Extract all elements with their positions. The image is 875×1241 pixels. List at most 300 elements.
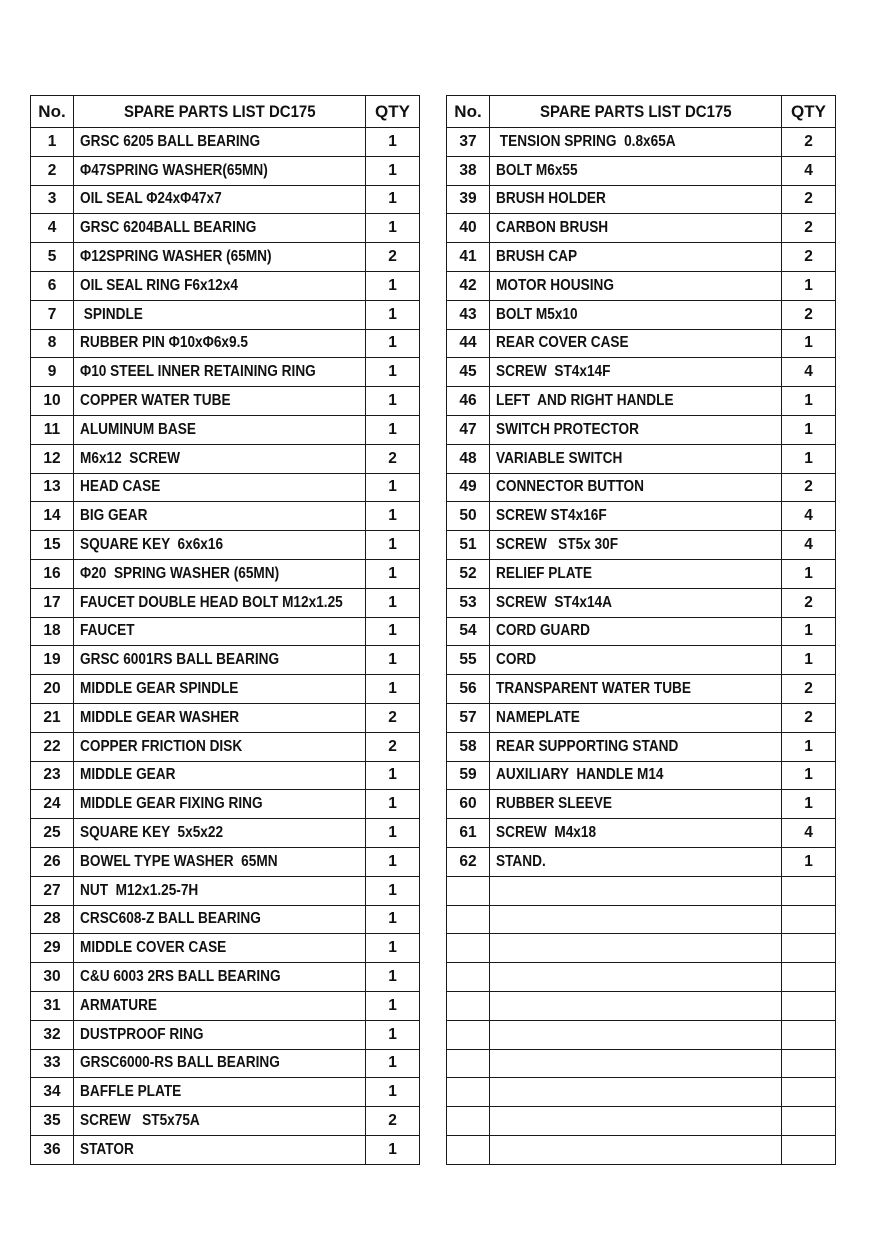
part-name: BOWEL TYPE WASHER 65MN: [80, 852, 278, 870]
part-name-cell: [490, 819, 782, 848]
part-quantity: 4: [782, 819, 836, 848]
table-row: [31, 1135, 420, 1164]
table-row: [31, 617, 420, 646]
part-name-cell: [74, 185, 366, 214]
table-row: [31, 243, 420, 272]
part-quantity: 1: [366, 300, 420, 329]
part-name: SCREW ST5x75A: [80, 1111, 200, 1129]
part-name: OIL SEAL Φ24xΦ47x7: [80, 190, 222, 208]
part-name-cell: [490, 300, 782, 329]
table-row: [31, 387, 420, 416]
spare-parts-table-right: [446, 95, 836, 1165]
table-row: [447, 1107, 836, 1136]
part-name: BAFFLE PLATE: [80, 1083, 182, 1101]
part-name-cell: [490, 271, 782, 300]
table-row: [447, 358, 836, 387]
part-quantity: 1: [366, 271, 420, 300]
part-name: SQUARE KEY 5x5x22: [80, 824, 224, 842]
table-row: [31, 876, 420, 905]
table-row: [447, 415, 836, 444]
part-quantity: 1: [366, 819, 420, 848]
part-name: OIL SEAL RING F6x12x4: [80, 276, 238, 294]
table-row: [31, 761, 420, 790]
table-row: [447, 156, 836, 185]
part-number: 26: [31, 847, 74, 876]
table-row: [31, 732, 420, 761]
part-name: GRSC 6204BALL BEARING: [80, 219, 257, 237]
part-number: 59: [447, 761, 490, 790]
table-row: [447, 617, 836, 646]
part-name: RUBBER PIN Φ10xΦ6x9.5: [80, 334, 248, 352]
table-row: [31, 1078, 420, 1107]
part-name: M6x12 SCREW: [80, 449, 181, 467]
part-quantity: 1: [366, 559, 420, 588]
part-number: 3: [31, 185, 74, 214]
table-row: [447, 214, 836, 243]
part-name-cell: [490, 387, 782, 416]
table-row: [447, 1078, 836, 1107]
header-no: No.: [31, 96, 74, 128]
part-name-cell: [490, 358, 782, 387]
part-number: 49: [447, 473, 490, 502]
table-row: [447, 819, 836, 848]
part-quantity: 1: [782, 271, 836, 300]
table-body-right: [447, 128, 836, 1165]
part-name-cell: [490, 617, 782, 646]
part-name-cell: [490, 156, 782, 185]
part-name: GRSC 6001RS BALL BEARING: [80, 651, 280, 669]
part-name: AUXILIARY HANDLE M14: [496, 766, 664, 784]
part-number: 7: [31, 300, 74, 329]
table-row: [31, 358, 420, 387]
part-quantity: [782, 876, 836, 905]
part-name-cell: [74, 934, 366, 963]
part-name-cell: [490, 761, 782, 790]
part-name-cell: [74, 1107, 366, 1136]
part-number: 15: [31, 531, 74, 560]
part-name: MIDDLE GEAR FIXING RING: [80, 795, 263, 813]
table-row: [31, 271, 420, 300]
part-quantity: 1: [366, 934, 420, 963]
part-name-cell: [74, 847, 366, 876]
table-row: [447, 588, 836, 617]
part-quantity: 1: [366, 502, 420, 531]
part-number: 18: [31, 617, 74, 646]
part-name: Φ12SPRING WASHER (65MN): [80, 248, 272, 266]
part-number: 28: [31, 905, 74, 934]
table-row: [31, 415, 420, 444]
part-quantity: 4: [782, 531, 836, 560]
part-quantity: 1: [366, 617, 420, 646]
table-row: [447, 329, 836, 358]
part-quantity: 1: [782, 732, 836, 761]
part-name-cell: [74, 473, 366, 502]
table-row: [31, 963, 420, 992]
part-name: GRSC 6205 BALL BEARING: [80, 132, 261, 150]
part-number: 40: [447, 214, 490, 243]
part-name: Φ10 STEEL INNER RETAINING RING: [80, 363, 316, 381]
table-row: [447, 473, 836, 502]
table-row: [31, 444, 420, 473]
part-quantity: 1: [366, 1078, 420, 1107]
part-name-cell: [490, 559, 782, 588]
part-number: [447, 991, 490, 1020]
part-number: [447, 1107, 490, 1136]
part-name-cell: [74, 761, 366, 790]
part-name-cell: [74, 300, 366, 329]
part-quantity: 2: [782, 473, 836, 502]
part-quantity: 1: [366, 991, 420, 1020]
part-name: ARMATURE: [80, 996, 158, 1014]
part-name: BIG GEAR: [80, 507, 148, 525]
part-number: 12: [31, 444, 74, 473]
part-quantity: 1: [366, 415, 420, 444]
table-body-left: [31, 128, 420, 1165]
part-name-cell: [490, 732, 782, 761]
part-name-cell: [490, 444, 782, 473]
part-name-cell: [490, 1078, 782, 1107]
part-name: LEFT AND RIGHT HANDLE: [496, 392, 674, 410]
header-qty: QTY: [366, 96, 420, 128]
part-number: 38: [447, 156, 490, 185]
part-number: 37: [447, 128, 490, 157]
table-row: [31, 473, 420, 502]
part-name-cell: [74, 271, 366, 300]
part-name-cell: [74, 387, 366, 416]
part-name-cell: [490, 675, 782, 704]
part-quantity: 1: [366, 876, 420, 905]
part-name-cell: [74, 214, 366, 243]
part-number: 62: [447, 847, 490, 876]
part-quantity: 1: [782, 617, 836, 646]
part-name: TENSION SPRING 0.8x65A: [496, 132, 676, 150]
table-row: [447, 703, 836, 732]
part-number: 19: [31, 646, 74, 675]
table-row: [447, 1049, 836, 1078]
table-row: [31, 588, 420, 617]
part-name: CRSC608-Z BALL BEARING: [80, 910, 261, 928]
part-name-cell: [74, 444, 366, 473]
part-name-cell: [74, 732, 366, 761]
part-number: 57: [447, 703, 490, 732]
table-row: [447, 790, 836, 819]
table-row: [31, 531, 420, 560]
part-name: STATOR: [80, 1140, 134, 1158]
part-name: SCREW ST4x16F: [496, 507, 607, 525]
part-quantity: 2: [366, 732, 420, 761]
table-row: [447, 991, 836, 1020]
part-number: 44: [447, 329, 490, 358]
part-name-cell: [74, 646, 366, 675]
part-number: 60: [447, 790, 490, 819]
part-quantity: 2: [782, 185, 836, 214]
table-row: [31, 185, 420, 214]
table-row: [31, 502, 420, 531]
part-name: SCREW ST5x 30F: [496, 536, 619, 554]
part-quantity: 1: [366, 128, 420, 157]
table-row: [447, 761, 836, 790]
part-number: 35: [31, 1107, 74, 1136]
part-name: BRUSH HOLDER: [496, 190, 606, 208]
part-name-cell: [490, 905, 782, 934]
part-name: BRUSH CAP: [496, 248, 578, 266]
part-number: 45: [447, 358, 490, 387]
table-row: [31, 300, 420, 329]
part-name-cell: [74, 502, 366, 531]
part-name-cell: [490, 876, 782, 905]
part-name-cell: [74, 703, 366, 732]
part-number: 30: [31, 963, 74, 992]
part-number: 41: [447, 243, 490, 272]
part-name: SPINDLE: [80, 305, 143, 323]
part-quantity: [782, 1020, 836, 1049]
part-name: FAUCET DOUBLE HEAD BOLT M12x1.25: [80, 593, 343, 611]
part-quantity: 1: [782, 847, 836, 876]
header-title-text: SPARE PARTS LIST DC175: [539, 101, 732, 121]
part-name-cell: [490, 847, 782, 876]
header-qty: QTY: [782, 96, 836, 128]
part-name: CONNECTOR BUTTON: [496, 478, 645, 496]
part-quantity: 2: [782, 675, 836, 704]
part-name-cell: [74, 675, 366, 704]
part-quantity: 1: [366, 1020, 420, 1049]
part-name: MIDDLE COVER CASE: [80, 939, 227, 957]
header-no: No.: [447, 96, 490, 128]
part-name: RELIEF PLATE: [496, 564, 592, 582]
part-quantity: [782, 1049, 836, 1078]
part-name-cell: [74, 790, 366, 819]
table-row: [31, 703, 420, 732]
part-number: 23: [31, 761, 74, 790]
part-name-cell: [74, 1020, 366, 1049]
part-quantity: 2: [366, 243, 420, 272]
part-number: 47: [447, 415, 490, 444]
part-quantity: 1: [366, 1135, 420, 1164]
part-name-cell: [74, 243, 366, 272]
part-number: 58: [447, 732, 490, 761]
part-name-cell: [490, 531, 782, 560]
table-row: [447, 905, 836, 934]
part-name-cell: [74, 617, 366, 646]
table-row: [31, 214, 420, 243]
part-number: [447, 934, 490, 963]
part-name-cell: [490, 502, 782, 531]
part-number: 5: [31, 243, 74, 272]
part-name: FAUCET: [80, 622, 135, 640]
part-number: 14: [31, 502, 74, 531]
table-row: [31, 790, 420, 819]
part-number: [447, 905, 490, 934]
table-row: [447, 243, 836, 272]
table-row: [447, 934, 836, 963]
part-number: 4: [31, 214, 74, 243]
table-row: [447, 963, 836, 992]
part-name-cell: [74, 588, 366, 617]
table-row: [31, 1107, 420, 1136]
part-number: 54: [447, 617, 490, 646]
part-number: 46: [447, 387, 490, 416]
table-row: [31, 128, 420, 157]
table-row: [31, 675, 420, 704]
part-name-cell: [74, 1049, 366, 1078]
table-row: [447, 1135, 836, 1164]
part-number: 10: [31, 387, 74, 416]
part-name-cell: [490, 1107, 782, 1136]
part-quantity: [782, 1135, 836, 1164]
part-quantity: 1: [366, 790, 420, 819]
part-name-cell: [490, 473, 782, 502]
part-name: CORD: [496, 651, 537, 669]
part-quantity: 1: [366, 185, 420, 214]
part-quantity: 1: [782, 790, 836, 819]
part-name: SCREW ST4x14F: [496, 363, 611, 381]
part-quantity: 2: [366, 703, 420, 732]
part-name-cell: [490, 415, 782, 444]
part-quantity: 1: [782, 329, 836, 358]
part-name: RUBBER SLEEVE: [496, 795, 612, 813]
part-name-cell: [74, 128, 366, 157]
part-number: 56: [447, 675, 490, 704]
part-name: DUSTPROOF RING: [80, 1025, 204, 1043]
part-number: 43: [447, 300, 490, 329]
part-quantity: 1: [366, 531, 420, 560]
part-number: 16: [31, 559, 74, 588]
part-name-cell: [74, 156, 366, 185]
part-name-cell: [74, 329, 366, 358]
part-name-cell: [490, 588, 782, 617]
part-number: [447, 1078, 490, 1107]
part-quantity: 1: [366, 329, 420, 358]
part-quantity: [782, 1078, 836, 1107]
part-number: 17: [31, 588, 74, 617]
table-row: [447, 847, 836, 876]
part-number: 50: [447, 502, 490, 531]
header-title: [490, 96, 782, 128]
part-name-cell: [490, 991, 782, 1020]
part-name-cell: [74, 1078, 366, 1107]
part-number: 29: [31, 934, 74, 963]
part-name: CORD GUARD: [496, 622, 590, 640]
part-name-cell: [490, 963, 782, 992]
part-name: Φ20 SPRING WASHER (65MN): [80, 564, 280, 582]
table-row: [31, 156, 420, 185]
part-number: 8: [31, 329, 74, 358]
part-quantity: 1: [366, 847, 420, 876]
table-row: [31, 905, 420, 934]
part-number: 6: [31, 271, 74, 300]
part-quantity: 4: [782, 358, 836, 387]
part-quantity: 1: [782, 444, 836, 473]
part-name-cell: [74, 415, 366, 444]
part-name-cell: [490, 646, 782, 675]
table-row: [31, 559, 420, 588]
part-quantity: 2: [782, 243, 836, 272]
part-number: 31: [31, 991, 74, 1020]
part-name-cell: [490, 243, 782, 272]
part-name-cell: [490, 934, 782, 963]
part-quantity: 2: [782, 703, 836, 732]
part-number: 52: [447, 559, 490, 588]
part-quantity: 1: [782, 646, 836, 675]
part-quantity: 2: [782, 588, 836, 617]
part-name-cell: [490, 703, 782, 732]
part-quantity: 4: [782, 156, 836, 185]
part-number: 34: [31, 1078, 74, 1107]
part-quantity: 1: [366, 387, 420, 416]
part-name: SCREW M4x18: [496, 824, 597, 842]
part-quantity: 2: [782, 214, 836, 243]
table-row: [31, 1049, 420, 1078]
part-number: [447, 1049, 490, 1078]
table-row: [447, 675, 836, 704]
part-name: BOLT M6x55: [496, 161, 578, 179]
part-quantity: [782, 934, 836, 963]
part-name: NAMEPLATE: [496, 708, 580, 726]
table-row: [31, 847, 420, 876]
table-row: [447, 559, 836, 588]
part-number: 1: [31, 128, 74, 157]
part-number: [447, 963, 490, 992]
part-name-cell: [490, 185, 782, 214]
part-quantity: 1: [366, 646, 420, 675]
table-row: [31, 991, 420, 1020]
table-row: [31, 934, 420, 963]
part-number: 55: [447, 646, 490, 675]
part-quantity: 1: [366, 675, 420, 704]
part-name: COPPER FRICTION DISK: [80, 737, 243, 755]
part-name: NUT M12x1.25-7H: [80, 881, 199, 899]
part-quantity: 1: [366, 963, 420, 992]
table-row: [31, 1020, 420, 1049]
part-number: 42: [447, 271, 490, 300]
part-name: VARIABLE SWITCH: [496, 449, 623, 467]
part-number: 21: [31, 703, 74, 732]
part-number: [447, 876, 490, 905]
part-number: [447, 1020, 490, 1049]
part-name-cell: [74, 905, 366, 934]
part-number: 27: [31, 876, 74, 905]
part-name-cell: [74, 559, 366, 588]
part-name-cell: [74, 991, 366, 1020]
table-row: [447, 531, 836, 560]
table-row: [31, 819, 420, 848]
table-row: [447, 271, 836, 300]
part-name-cell: [490, 214, 782, 243]
part-quantity: 4: [782, 502, 836, 531]
part-name: BOLT M5x10: [496, 305, 578, 323]
part-number: 51: [447, 531, 490, 560]
table-row: [447, 1020, 836, 1049]
part-quantity: [782, 1107, 836, 1136]
part-quantity: 1: [782, 761, 836, 790]
part-name-cell: [490, 329, 782, 358]
part-name-cell: [74, 963, 366, 992]
part-name: COPPER WATER TUBE: [80, 392, 231, 410]
part-quantity: 1: [366, 1049, 420, 1078]
part-name-cell: [74, 531, 366, 560]
spare-parts-table-left: [30, 95, 420, 1165]
part-name-cell: [490, 790, 782, 819]
part-name: MOTOR HOUSING: [496, 276, 614, 294]
part-number: 25: [31, 819, 74, 848]
table-header-row: [447, 96, 836, 128]
table-row: [447, 185, 836, 214]
part-number: 53: [447, 588, 490, 617]
part-name-cell: [74, 819, 366, 848]
part-name: HEAD CASE: [80, 478, 161, 496]
part-number: 20: [31, 675, 74, 704]
table-row: [447, 502, 836, 531]
